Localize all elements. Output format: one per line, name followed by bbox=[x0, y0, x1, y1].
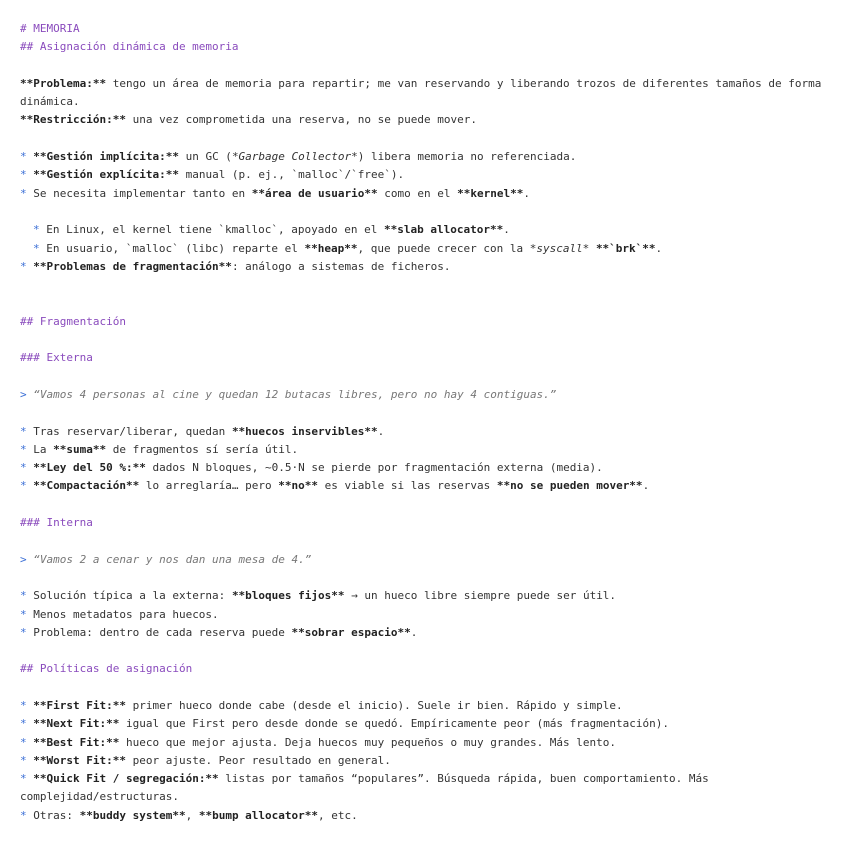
list-item-first-fit: * **First Fit:** primer hueco donde cabe (desde el inicio). Suele ir bien. Rápido y simple. bbox=[20, 698, 623, 712]
list-item-menos-metadatos: * Menos metadatos para huecos. bbox=[20, 607, 219, 621]
list-item-otras: * Otras: **buddy system**, **bump allocator**, etc. bbox=[20, 808, 358, 822]
list-item-gestion-explicita: * **Gestión explícita:** manual (p. ej., `malloc`/`free`). bbox=[20, 168, 405, 182]
list-item-sobrar-espacio: * Problema: dentro de cada reserva puede **sobrar espacio**. bbox=[20, 625, 418, 639]
list-item-worst-fit: * **Worst Fit:** peor ajuste. Peor resultado en general. bbox=[20, 753, 391, 767]
paragraph-restriccion: **Restricción:** una vez comprometida una reserva, no se puede mover. bbox=[20, 113, 477, 127]
heading-fragmentacion: ## Fragmentación bbox=[20, 314, 126, 328]
list-item-huecos-inservibles: * Tras reservar/liberar, quedan **huecos inservibles**. bbox=[20, 424, 385, 438]
blockquote-externa: > “Vamos 4 personas al cine y quedan 12 butacas libres, pero no hay 4 contiguas.” bbox=[20, 387, 557, 401]
list-item-implementar: * Se necesita implementar tanto en **área de usuario** como en el **kernel**. bbox=[20, 186, 530, 200]
list-item-linux-kmalloc: * En Linux, el kernel tiene `kmalloc`, apoyado en el **slab allocator**. bbox=[33, 223, 510, 237]
list-item-bloques-fijos: * Solución típica a la externa: **bloques fijos** → un hueco libre siempre puede ser útil. bbox=[20, 589, 617, 603]
blockquote-interna: > “Vamos 2 a cenar y nos dan una mesa de 4.” bbox=[20, 552, 312, 566]
heading-memoria: # MEMORIA bbox=[20, 22, 80, 35]
heading-externa: ### Externa bbox=[20, 351, 93, 365]
list-item-usuario-malloc: * En usuario, `malloc` (libc) reparte el **heap**, que puede crecer con la *syscall* **`brk`**. bbox=[33, 241, 663, 255]
heading-asignacion-dinamica: ## Asignación dinámica de memoria bbox=[20, 40, 239, 54]
heading-interna: ### Interna bbox=[20, 516, 93, 530]
list-item-quick-fit: * **Quick Fit / segregación:** listas por tamaños “populares”. Búsqueda rápida, buen comportamiento. Más complejidad/estructuras. bbox=[20, 772, 716, 804]
list-item-suma: * La **suma** de fragmentos sí sería útil. bbox=[20, 442, 299, 456]
heading-politicas: ## Políticas de asignación bbox=[20, 662, 193, 676]
list-item-problemas-fragmentacion: * **Problemas de fragmentación**: análogo a sistemas de ficheros. bbox=[20, 259, 451, 273]
paragraph-problema: **Problema:** tengo un área de memoria para repartir; me van reservando y liberando trozos de diferentes tamaños de forma dinámica. bbox=[20, 76, 828, 109]
list-item-best-fit: * **Best Fit:** hueco que mejor ajusta. Deja huecos muy pequeños o muy grandes. Más lento. bbox=[20, 735, 617, 749]
list-item-ley-50: * **Ley del 50 %:** dados N bloques, ~0.5·N se pierde por fragmentación externa (media). bbox=[20, 461, 603, 475]
list-item-next-fit: * **Next Fit:** igual que First pero desde donde se quedó. Empíricamente peor (más fragmentación). bbox=[20, 717, 670, 731]
list-item-gestion-implicita: * **Gestión implícita:** un GC (*Garbage Collector*) libera memoria no referenciada. bbox=[20, 150, 577, 164]
list-item-compactacion: * **Compactación** lo arreglaría… pero **no** es viable si las reservas **no se pueden mover**. bbox=[20, 479, 650, 493]
